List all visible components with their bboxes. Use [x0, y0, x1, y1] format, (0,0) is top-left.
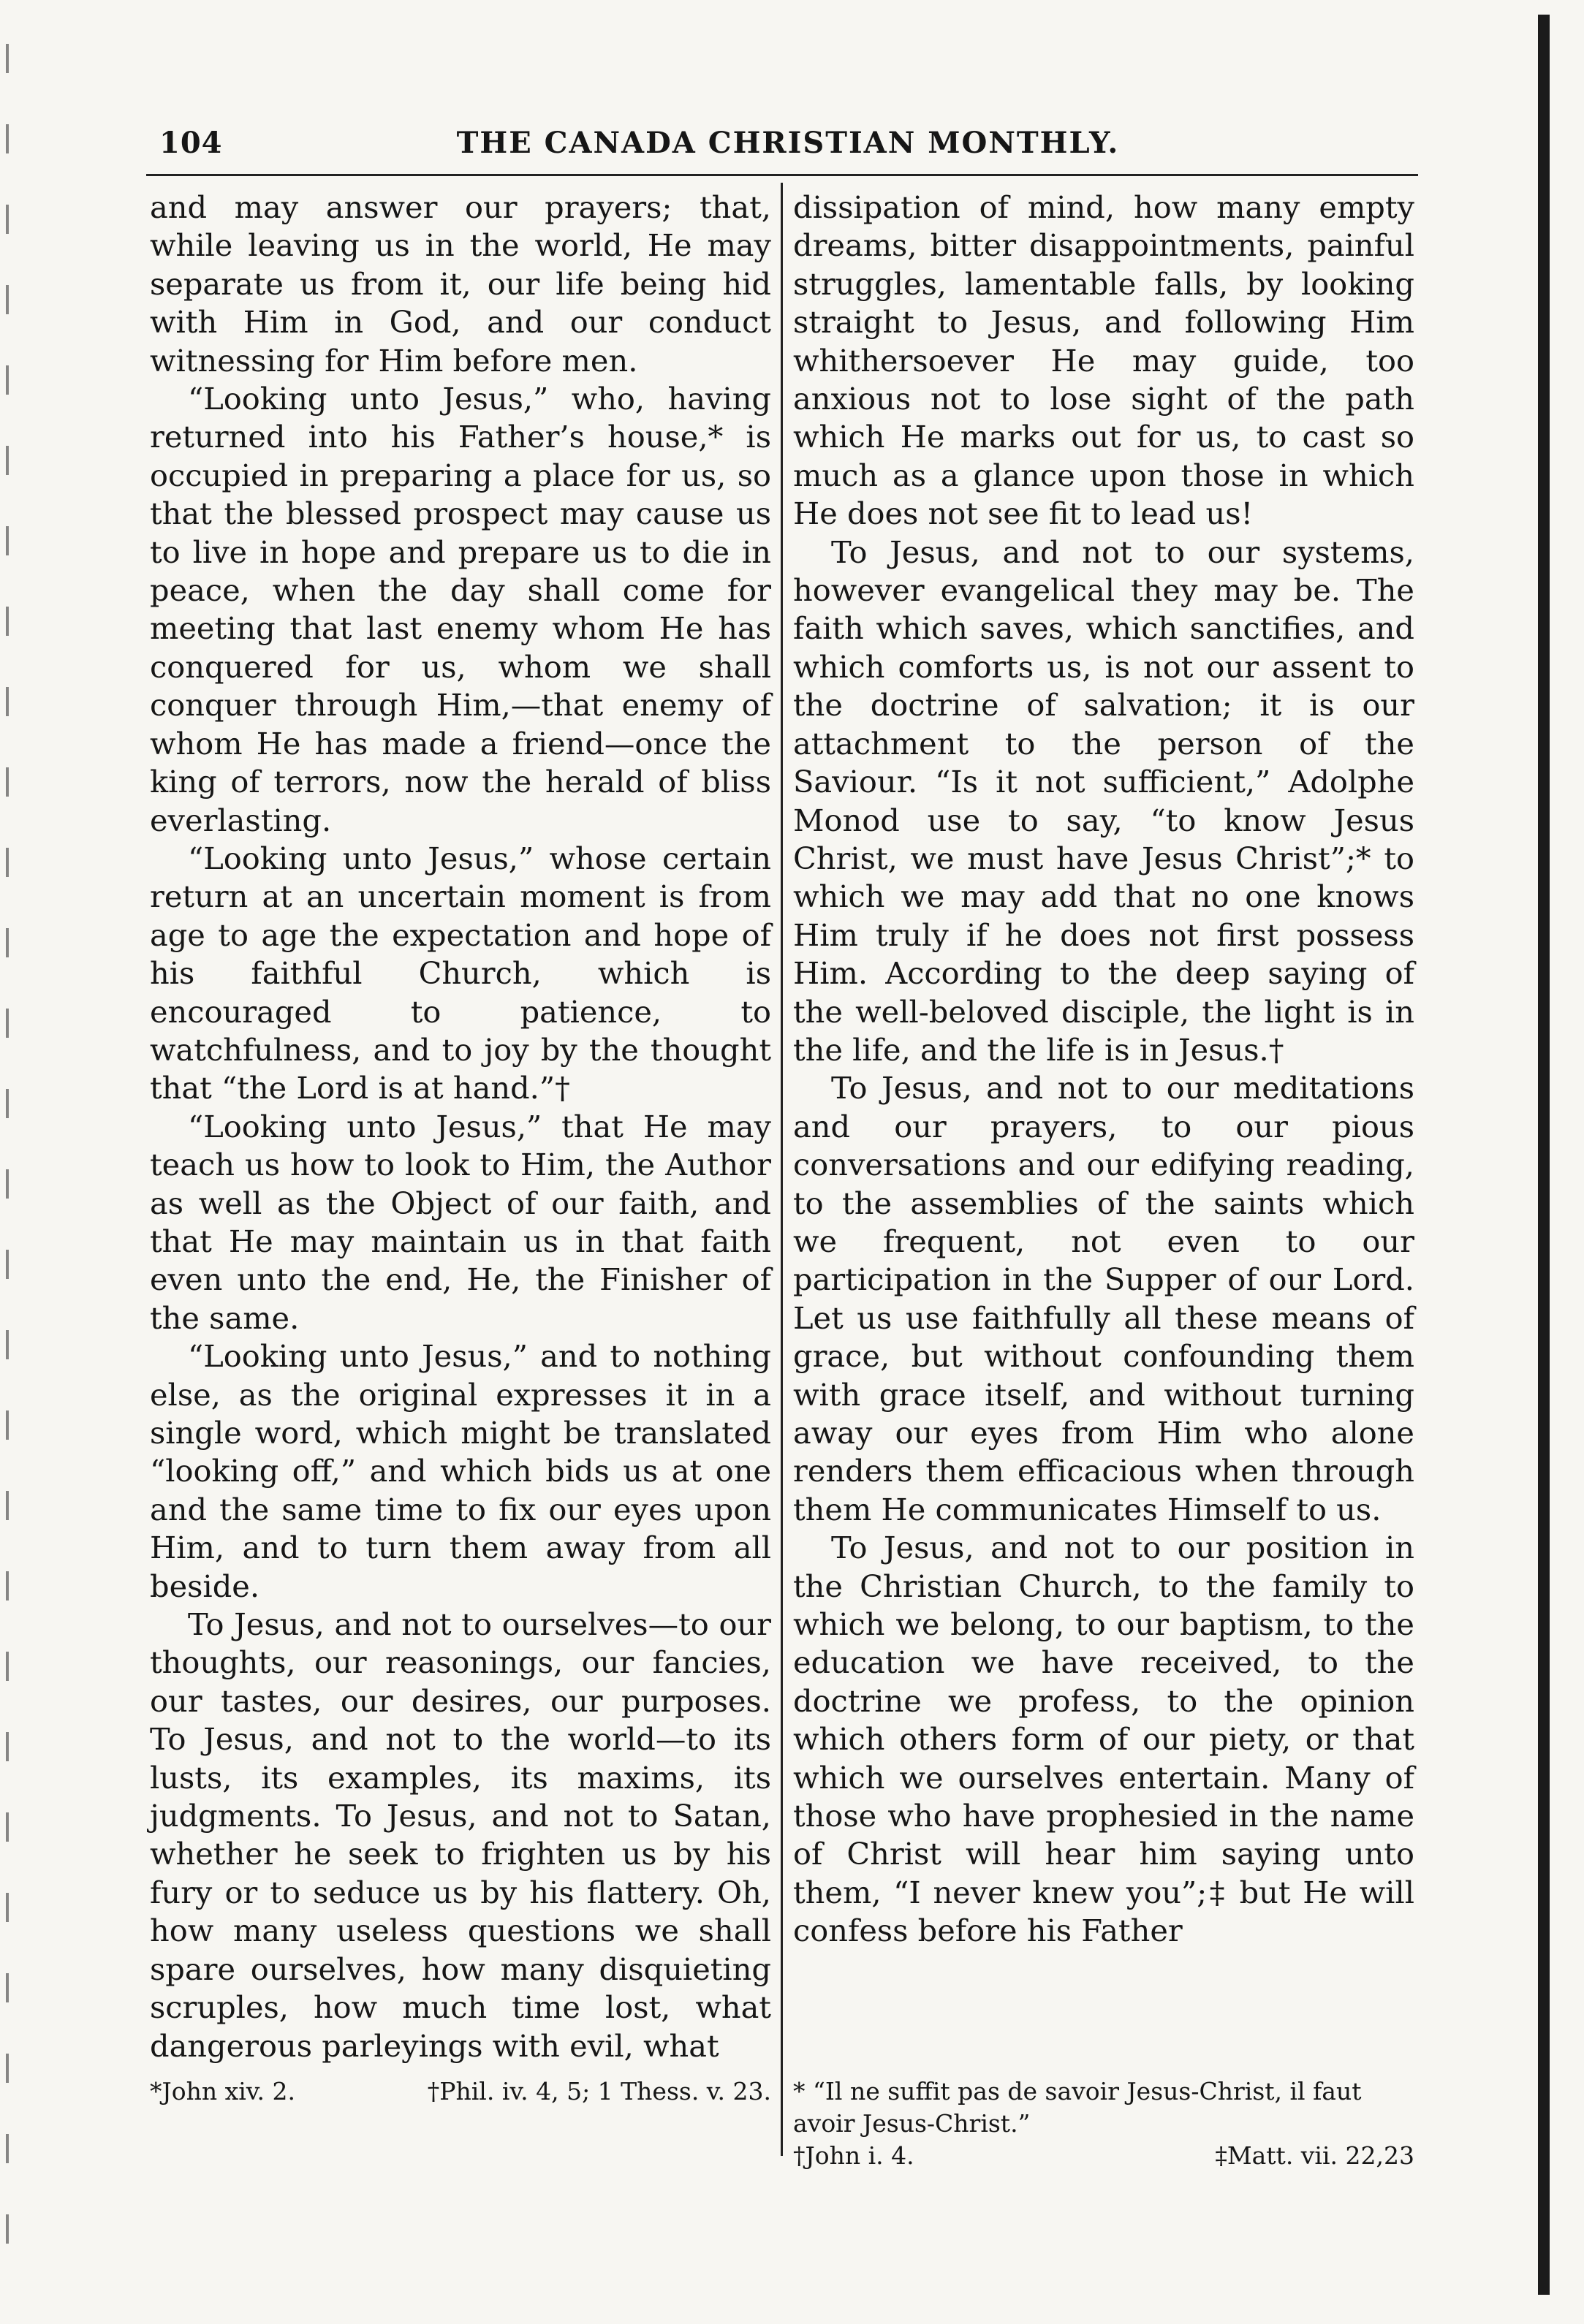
page-number: 104	[159, 126, 223, 160]
column-divider	[781, 183, 783, 2156]
paragraph: To Jesus, and not to our systems, however evangelical they may be. The faith which saves, which sanctifies, and which comforts us, is not our assent to the doctrine of salvation; it is our attachment to the person of the Saviour. “Is it not sufficient,” Adolphe Monod use to say, “to know Jesus Christ, we must have Jesus Christ”;* to which we may add that no one knows Him truly if he does not first possess Him. According to the deep saying of the well-beloved disciple, the light is in the life, and the life is in Jesus.†	[793, 533, 1414, 1068]
footnote-rule-left	[150, 189, 771, 2059]
running-title: THE CANADA CHRISTIAN MONTHLY.	[456, 126, 1120, 160]
page-edge-shadow-right	[1538, 15, 1550, 2295]
footnote: †John i. 4.	[793, 2141, 914, 2170]
footnote: *John xiv. 2.	[150, 2077, 295, 2105]
footnote-quote: * “Il ne suffit pas de savoir Jesus-Christ, il faut avoir Jesus-Christ.”	[793, 2077, 1362, 2138]
footnotes-right	[793, 2076, 1414, 2172]
page-header	[159, 126, 1417, 170]
footnotes-left	[150, 2076, 771, 2108]
page-edge-shadow-left	[6, 44, 9, 2295]
paragraph: dissipation of mind, how many empty dreams, bitter disappointments, painful struggles, lamentable falls, by looking straight to Jesus, and following Him whithersoever He may guide, too anxious not to lose sight of the path which He marks out for us, to cast so much as a glance upon those in which He does not see fit to lead us!	[793, 189, 1414, 532]
paragraph: “Looking unto Jesus,” that He may teach us how to look to Him, the Author as well as the Object of our faith, and that He may maintain us in that faith even unto the end, He, the Finisher of the same.	[150, 1108, 771, 1336]
paragraph: “Looking unto Jesus,” and to nothing else, as the original expresses it in a single word, which might be translated “looking off,” and which bids us at one and the same time to fix our eyes upon Him, and to turn them away from all beside.	[150, 1338, 771, 1604]
footnote: †Phil. iv. 4, 5; 1 Thess. v. 23.	[427, 2077, 771, 2105]
footnote: ‡Matt. vii. 22,23	[1215, 2141, 1414, 2170]
header-rule	[146, 174, 1418, 176]
paragraph: To Jesus, and not to our meditations and our prayers, to our pious conversations and our edifying reading, to the assemblies of the saints which we frequent, not even to our participation in the Supper of our Lord. Let us use faithfully all these means of grace, but without confounding them with grace itself, and without turning away our eyes from Him who alone renders them efficacious when through them He communicates Himself to us.	[793, 1070, 1414, 1527]
paragraph: and may answer our prayers; that, while leaving us in the world, He may separate us from it, our life being hid with Him in God, and our conduct witnessing for Him before men.	[150, 189, 771, 379]
footnote-rule-right	[793, 189, 1414, 2059]
paragraph: “Looking unto Jesus,” who, having returned into his Father’s house,* is occupied in preparing a place for us, so that the blessed prospect may cause us to live in hope and prepare us to die in peace, when the day shall come for meeting that last enemy whom He has conquered for us, whom we shall conquer through Him,—that enemy of whom He has made a friend—once the king of terrors, now the herald of bliss everlasting.	[150, 381, 771, 838]
paragraph: To Jesus, and not to ourselves—to our thoughts, our reasonings, our fancies, our tastes, our desires, our purposes. To Jesus, and not to the world—to its lusts, its examples, its maxims, its judgments. To Jesus, and not to Satan, whether he seek to frighten us by his fury or to seduce us by his flattery. Oh, how many useless questions we shall spare ourselves, how many disquieting scruples, how much time lost, what dangerous parleyings with evil, what	[150, 1606, 771, 2064]
paragraph: To Jesus, and not to our position in the Christian Church, to the family to which we belong, to our baptism, to the education we have received, to the doctrine we profess, to the opinion which others form of our piety, or that which we ourselves entertain. Many of those who have prophesied in the name of Christ will hear him saying unto them, “I never knew you”;‡ but He will confess before his Father	[793, 1530, 1414, 1949]
paragraph: “Looking unto Jesus,” whose certain return at an uncertain moment is from age to age the expectation and hope of his faithful Church, which is encouraged to patience, to watchfulness, and to joy by the thought that “the Lord is at hand.”†	[150, 840, 771, 1106]
